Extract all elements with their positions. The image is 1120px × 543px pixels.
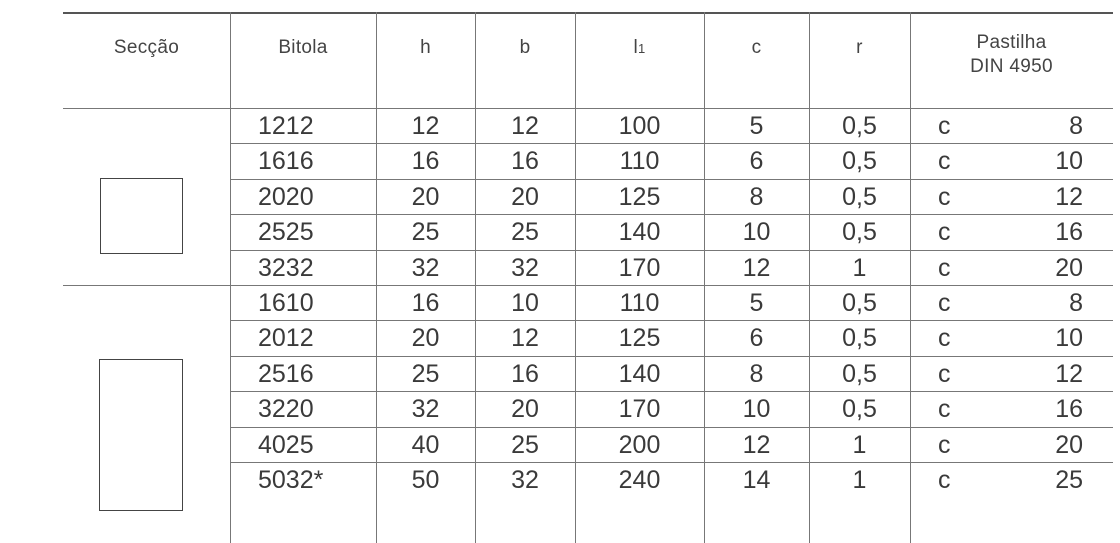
cell-pastilha	[910, 109, 1113, 143]
cell-bitola: 2516	[258, 359, 314, 388]
cell-b: 10	[511, 288, 539, 317]
cell-h: 25	[411, 217, 440, 246]
rectangle-section-icon	[99, 359, 183, 511]
cell-pastilha	[910, 463, 1113, 497]
pastilha-value: 10	[1055, 146, 1083, 175]
header-c: c	[751, 37, 762, 58]
cell-c: 12	[742, 430, 771, 459]
cell-r: 1	[852, 430, 867, 459]
cell-l1: 140	[618, 217, 661, 246]
cell-h: 12	[411, 111, 440, 140]
pastilha-prefix: c	[938, 430, 951, 459]
table-top-border	[63, 12, 1113, 14]
cell-pastilha	[910, 321, 1113, 355]
cell-c: 5	[749, 288, 764, 317]
header-pastilha-line1: Pastilha	[976, 32, 1047, 53]
pastilha-value: 12	[1055, 182, 1083, 211]
header-pastilha-line2: DIN 4950	[970, 56, 1053, 77]
cell-pastilha	[910, 428, 1113, 462]
cell-l1: 170	[618, 394, 661, 423]
cell-h: 16	[411, 146, 440, 175]
cell-c: 5	[749, 111, 764, 140]
cell-b: 32	[511, 465, 539, 494]
cell-l1: 125	[618, 182, 661, 211]
cell-b: 20	[511, 394, 539, 423]
pastilha-value: 8	[1069, 111, 1083, 140]
tool-holder-table	[63, 12, 1113, 543]
header-h: h	[420, 37, 431, 58]
pastilha-prefix: c	[938, 253, 951, 282]
cell-c: 6	[749, 323, 764, 352]
cell-b: 16	[511, 146, 539, 175]
cell-bitola: 3220	[258, 394, 314, 423]
cell-r: 1	[852, 253, 867, 282]
cell-h: 16	[411, 288, 440, 317]
cell-pastilha	[910, 286, 1113, 320]
header-l1	[575, 26, 704, 70]
header-seccao: Secção	[113, 37, 180, 58]
cell-l1: 110	[619, 146, 660, 175]
pastilha-value: 16	[1055, 217, 1083, 246]
pastilha-value: 25	[1055, 465, 1083, 494]
cell-c: 10	[742, 217, 771, 246]
cell-r: 0,5	[842, 182, 877, 211]
cell-b: 12	[511, 323, 539, 352]
pastilha-prefix: c	[938, 217, 951, 246]
cell-r: 0,5	[842, 323, 877, 352]
cell-h: 40	[411, 430, 440, 459]
header-r: r	[856, 37, 863, 58]
pastilha-value: 8	[1069, 288, 1083, 317]
cell-c: 10	[742, 394, 771, 423]
cell-b: 12	[511, 111, 539, 140]
cell-r: 0,5	[842, 146, 877, 175]
cell-bitola: 5032*	[258, 465, 324, 494]
cell-pastilha	[910, 215, 1113, 249]
cell-b: 32	[511, 253, 539, 282]
cell-b: 20	[511, 182, 539, 211]
cell-r: 0,5	[842, 111, 877, 140]
cell-h: 20	[411, 182, 440, 211]
cell-pastilha	[910, 392, 1113, 426]
header-pastilha	[910, 26, 1113, 84]
cell-c: 14	[742, 465, 771, 494]
cell-pastilha	[910, 251, 1113, 285]
cell-l1: 240	[618, 465, 661, 494]
pastilha-prefix: c	[938, 323, 951, 352]
pastilha-value: 12	[1055, 359, 1083, 388]
cell-bitola: 2020	[258, 182, 314, 211]
cell-h: 25	[411, 359, 440, 388]
cell-b: 25	[511, 430, 539, 459]
cell-l1: 110	[619, 288, 660, 317]
cell-bitola: 1212	[258, 111, 314, 140]
cell-r: 0,5	[842, 217, 877, 246]
cell-r: 1	[852, 465, 867, 494]
cell-b: 16	[511, 359, 539, 388]
pastilha-prefix: c	[938, 465, 951, 494]
header-bitola: Bitola	[278, 37, 328, 58]
cell-l1: 125	[618, 323, 661, 352]
square-section-icon	[100, 178, 183, 254]
pastilha-value: 20	[1055, 253, 1083, 282]
cell-bitola: 4025	[258, 430, 314, 459]
cell-h: 20	[411, 323, 440, 352]
header-l1-main: l	[633, 37, 638, 58]
cell-bitola: 2012	[258, 323, 314, 352]
cell-pastilha	[910, 144, 1113, 178]
pastilha-prefix: c	[938, 359, 951, 388]
header-l1-subscript: 1	[638, 40, 646, 56]
cell-h: 32	[411, 394, 440, 423]
cell-l1: 200	[618, 430, 661, 459]
cell-r: 0,5	[842, 288, 877, 317]
pastilha-prefix: c	[938, 288, 951, 317]
cell-h: 50	[411, 465, 440, 494]
cell-c: 6	[749, 146, 764, 175]
pastilha-value: 16	[1055, 394, 1083, 423]
cell-bitola: 1616	[258, 146, 314, 175]
cell-bitola: 1610	[258, 288, 314, 317]
cell-b: 25	[511, 217, 539, 246]
pastilha-prefix: c	[938, 146, 951, 175]
cell-l1: 100	[618, 111, 661, 140]
pastilha-prefix: c	[938, 111, 951, 140]
cell-h: 32	[411, 253, 440, 282]
header-b: b	[519, 37, 531, 58]
pastilha-prefix: c	[938, 182, 951, 211]
cell-c: 8	[749, 359, 764, 388]
cell-c: 8	[749, 182, 764, 211]
pastilha-value: 20	[1055, 430, 1083, 459]
cell-bitola: 3232	[258, 253, 314, 282]
cell-l1: 170	[618, 253, 661, 282]
cell-r: 0,5	[842, 394, 877, 423]
cell-l1: 140	[618, 359, 661, 388]
cell-pastilha	[910, 357, 1113, 391]
pastilha-prefix: c	[938, 394, 951, 423]
pastilha-value: 10	[1055, 323, 1083, 352]
cell-c: 12	[742, 253, 771, 282]
cell-r: 0,5	[842, 359, 877, 388]
cell-pastilha	[910, 180, 1113, 214]
cell-bitola: 2525	[258, 217, 314, 246]
